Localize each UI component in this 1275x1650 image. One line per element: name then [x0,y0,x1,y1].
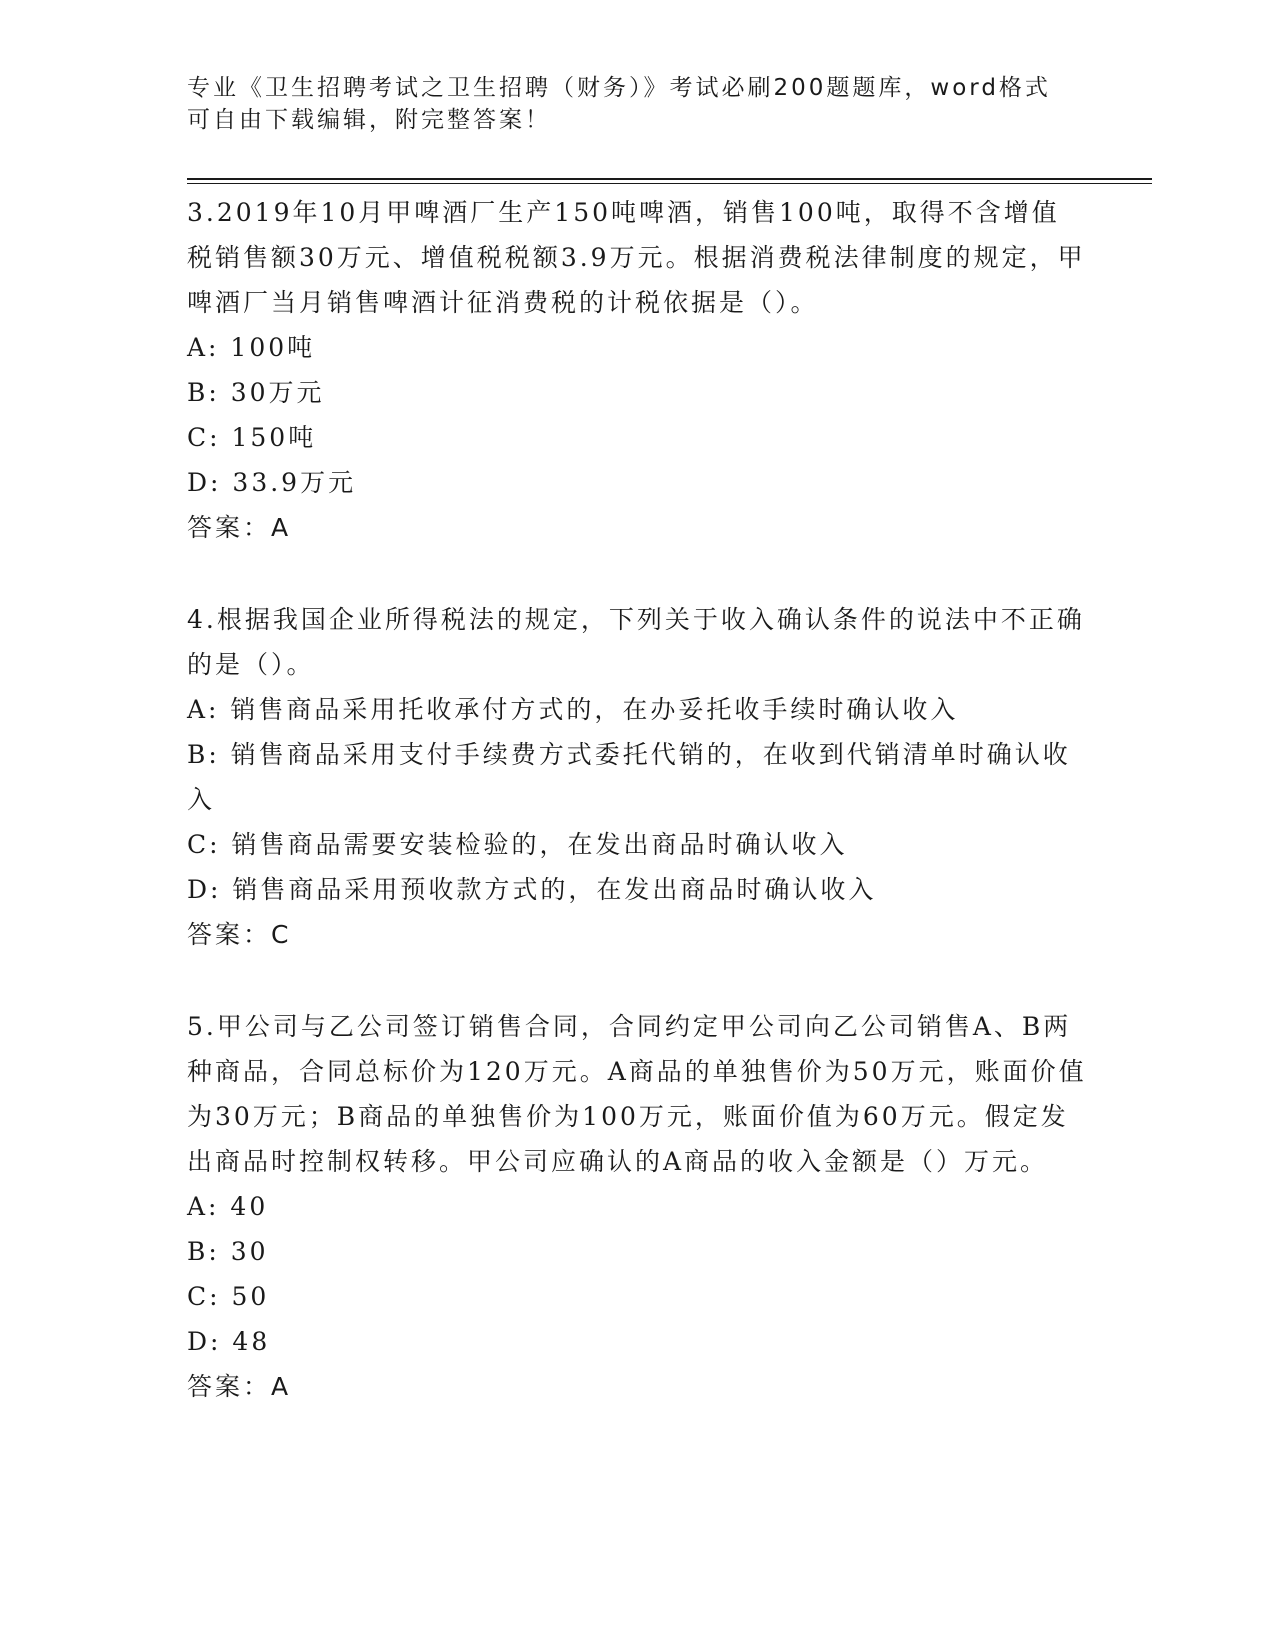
question-stem: 5.甲公司与乙公司签订销售合同，合同约定甲公司向乙公司销售A、B两种商品，合同总标价为120万元。A商品的单独售价为50万元，账面价值为30万元；B商品的单独售价为100万元，账面价值为60万元。假定发出商品时控制权转移。甲公司应确认的A商品的收入金额是（）万元。 [187,1012,1087,1176]
option-a: A: 销售商品采用托收承付方式的，在办妥托收手续时确认收入 [187,695,959,724]
option-c: C: 销售商品需要安装检验的，在发出商品时确认收入 [187,830,848,859]
question-3 [187,190,1087,550]
option-c: C: 50 [187,1282,270,1311]
question-list [187,190,1087,1456]
option-a: A: 40 [187,1192,269,1221]
option-b: B: 30 [187,1237,269,1266]
option-d: D: 33.9万元 [187,468,357,497]
question-stem: 3.2019年10月甲啤酒厂生产150吨啤酒，销售100吨，取得不含增值税销售额30万元、增值税税额3.9万元。根据消费税法律制度的规定，甲啤酒厂当月销售啤酒计征消费税的计税依据是（）。 [187,198,1086,317]
question-stem: 4.根据我国企业所得税法的规定，下列关于收入确认条件的说法中不正确的是（）。 [187,605,1085,679]
option-a: A: 100吨 [187,333,316,362]
header-divider [187,178,1152,180]
option-b: B: 销售商品采用支付手续费方式委托代销的，在收到代销清单时确认收入 [187,740,1071,814]
answer: 答案：A [187,1372,292,1401]
question-5 [187,1004,1087,1409]
answer: 答案：C [187,920,292,949]
document-header: 专业《卫生招聘考试之卫生招聘（财务）》考试必刷200题题库，word格式可自由下载编辑，附完整答案！ [187,75,1051,133]
option-d: D: 48 [187,1327,271,1356]
question-4 [187,597,1087,957]
answer: 答案：A [187,513,292,542]
option-c: C: 150吨 [187,423,317,452]
header-divider-thin [187,183,1152,184]
option-b: B: 30万元 [187,378,325,407]
option-d: D: 销售商品采用预收款方式的，在发出商品时确认收入 [187,875,877,904]
